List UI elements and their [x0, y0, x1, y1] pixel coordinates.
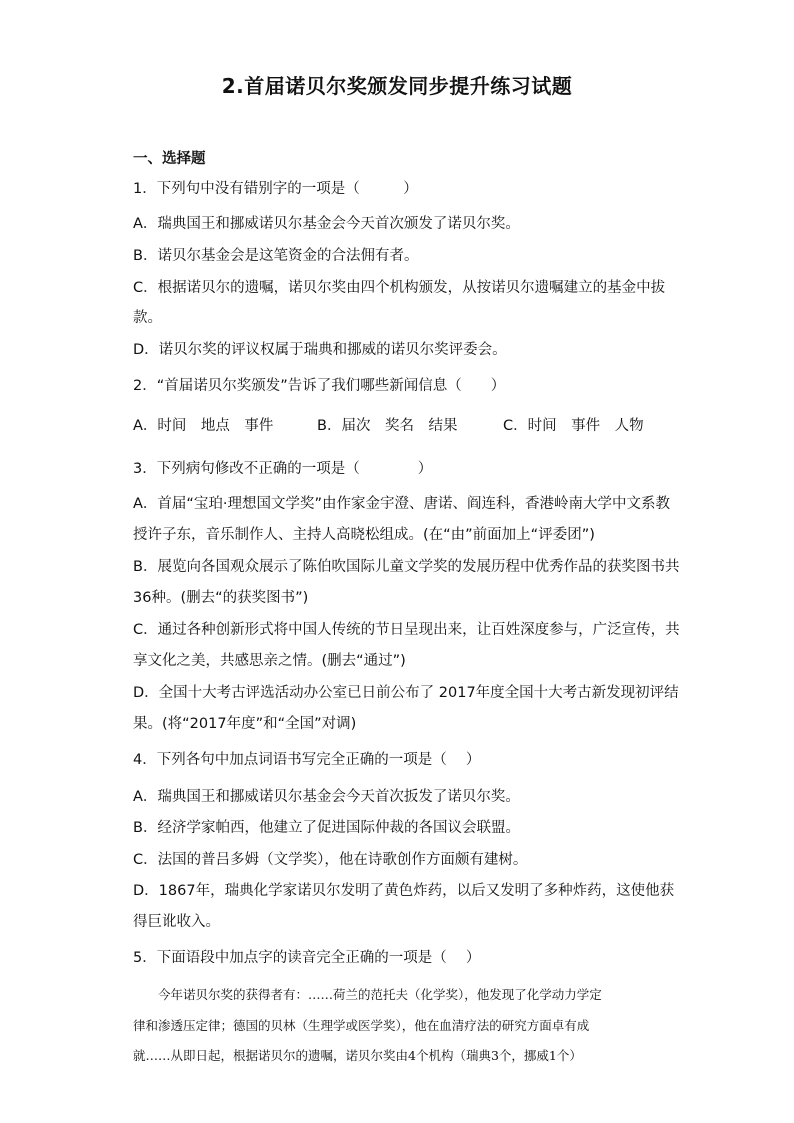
q2-option-b: B．届次 奖名 结果: [317, 418, 458, 434]
q1-option-a: A．瑞典国王和挪威诺贝尔基金会今天首次颁发了诺贝尔奖。: [133, 216, 520, 232]
q3-option-b: B．展览向各国观众展示了陈伯吹国际儿童文学奖的发展历程中优秀作品的获奖图书共: [133, 559, 680, 575]
question-2: 2．“首届诺贝尔奖颁发”告诉了我们哪些新闻信息（ ）: [133, 378, 506, 394]
passage-line-1: 今年诺贝尔奖的获得者有：……荷兰的范托夫（化学奖），他发现了化学动力学定: [133, 987, 602, 1002]
section-heading: 一、选择题: [133, 151, 206, 167]
q1-option-d: D．诺贝尔奖的评议权属于瑞典和挪威的诺贝尔奖评委会。: [133, 342, 507, 358]
q4-option-c: C．法国的普吕多姆（文学奖），他在诗歌创作方面颇有建树。: [133, 852, 528, 868]
q3-option-b-cont: 36种。(删去“的获奖图书”): [133, 590, 309, 606]
q2-option-a: A．时间 地点 事件: [133, 418, 274, 434]
q3-option-a: A．首届“宝珀·理想国文学奖”由作家金宇澄、唐诺、阎连科，香港岭南大学中文系教: [133, 496, 671, 512]
q1-option-c: C．根据诺贝尔的遗嘱，诺贝尔奖由四个机构颁发，从按诺贝尔遗嘱建立的基金中拔: [133, 280, 666, 296]
passage-line-2: 律和渗透压定律；德国的贝林（生理学或医学奖），他在血清疗法的研究方面卓有成: [133, 1018, 590, 1033]
q4-option-d-cont: 得巨讹收入。: [133, 914, 220, 930]
q3-option-c-cont: 享文化之美，共感思亲之情。(删去“通过”): [133, 653, 406, 669]
question-4: 4．下列各句中加点词语书写完全正确的一项是（ ）: [133, 752, 481, 768]
q3-option-d-cont: 果。(将“2017年度”和“全国”对调): [133, 716, 357, 732]
q3-option-a-cont: 授许子东，音乐制作人、主持人高晓松组成。(在“由”前面加上“评委团”): [133, 527, 595, 543]
page-title: 2.首届诺贝尔奖颁发同步提升练习试题: [221, 74, 573, 98]
q2-option-c: C．时间 事件 人物: [503, 418, 644, 434]
question-5: 5．下面语段中加点字的读音完全正确的一项是（ ）: [133, 950, 481, 966]
q1-option-c-cont: 款。: [133, 310, 162, 326]
q3-option-c: C．通过各种创新形式将中国人传统的节日呈现出来，让百姓深度参与，广泛宣传，共: [133, 622, 680, 638]
question-3: 3．下列病句修改不正确的一项是（ ）: [133, 461, 433, 477]
q1-option-b: B．诺贝尔基金会是这笔资金的合法佣有者。: [133, 248, 419, 264]
q3-option-d: D．全国十大考古评选活动办公室已日前公布了 2017年度全国十大考古新发现初评结: [133, 685, 679, 701]
q4-option-a: A．瑞典国王和挪威诺贝尔基金会今天首次扳发了诺贝尔奖。: [133, 789, 520, 805]
q4-option-d: D．1867年，瑞典化学家诺贝尔发明了黄色炸药，以后又发明了多种炸药，这使他获: [133, 883, 675, 899]
question-1: 1．下列句中没有错别字的一项是（ ）: [133, 181, 418, 197]
passage-line-3: 就……从即日起，根据诺贝尔的遗嘱，诺贝尔奖由4个机构（瑞典3个，挪威1个）: [133, 1048, 582, 1063]
q2-options: [133, 414, 644, 435]
q4-option-b: B．经济学家帕西，他建立了促进国际仲裁的各国议会联盟。: [133, 820, 520, 836]
